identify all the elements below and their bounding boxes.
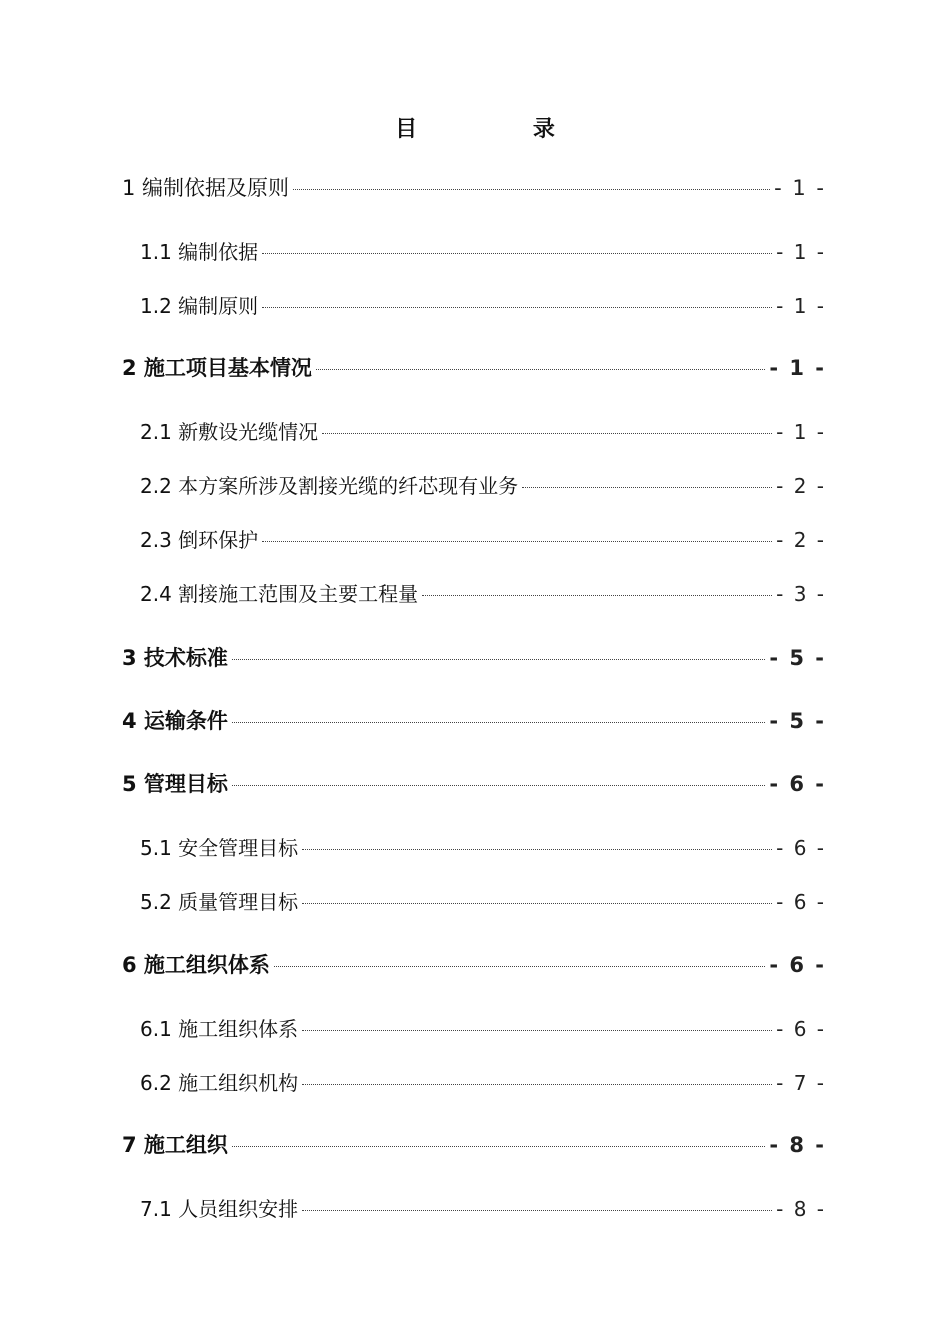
toc-entry[interactable] — [140, 290, 826, 319]
toc-entry-page-number: - 1 - — [774, 176, 826, 200]
toc-dot-leader — [262, 253, 772, 254]
toc-entry-label: 1 编制依据及原则 — [122, 176, 290, 200]
toc-dot-leader — [302, 903, 772, 904]
toc-dot-leader — [262, 541, 772, 542]
toc-entry[interactable] — [122, 642, 826, 672]
toc-entry[interactable] — [140, 1013, 826, 1042]
toc-entry[interactable] — [140, 886, 826, 915]
toc-entry-label: 1.2 编制原则 — [140, 294, 259, 318]
toc-dot-leader — [232, 1146, 765, 1147]
toc-entry-label: 5 管理目标 — [122, 772, 228, 796]
toc-entry-label: 2.3 倒环保护 — [140, 528, 259, 552]
toc-dot-leader — [422, 595, 772, 596]
toc-entry-label: 6.2 施工组织机构 — [140, 1071, 299, 1095]
toc-entry-label: 5.2 质量管理目标 — [140, 890, 299, 914]
toc-entry-page-number: - 5 - — [769, 646, 826, 670]
toc-dot-leader — [274, 966, 765, 967]
toc-entry-label: 7.1 人员组织安排 — [140, 1197, 299, 1221]
toc-dot-leader — [232, 722, 765, 723]
toc-entry[interactable] — [122, 705, 826, 735]
toc-entry-page-number: - 6 - — [769, 953, 826, 977]
toc-dot-leader — [232, 659, 765, 660]
toc-dot-leader — [522, 487, 772, 488]
toc-entry-page-number: - 6 - — [776, 1017, 826, 1041]
toc-dot-leader — [302, 849, 772, 850]
toc-entry-label: 6.1 施工组织体系 — [140, 1017, 299, 1041]
toc-entry[interactable] — [140, 832, 826, 861]
toc-entry-page-number: - 1 - — [769, 356, 826, 380]
toc-entry[interactable] — [140, 416, 826, 445]
toc-dot-leader — [232, 785, 765, 786]
toc-entry-page-number: - 8 - — [769, 1133, 826, 1157]
toc-entry[interactable] — [140, 1067, 826, 1096]
toc-entry-label: 5.1 安全管理目标 — [140, 836, 299, 860]
toc-dot-leader — [302, 1084, 772, 1085]
toc-entry-label: 3 技术标准 — [122, 646, 228, 670]
toc-entry-page-number: - 1 - — [776, 420, 826, 444]
toc-entry[interactable] — [122, 1129, 826, 1159]
toc-entry[interactable] — [122, 949, 826, 979]
toc-dot-leader — [262, 307, 772, 308]
toc-entry[interactable] — [140, 1193, 826, 1222]
toc-entry-label: 1.1 编制依据 — [140, 240, 259, 264]
toc-entry-page-number: - 1 - — [776, 240, 826, 264]
toc-entry-page-number: - 2 - — [776, 474, 826, 498]
toc-entry-page-number: - 1 - — [776, 294, 826, 318]
toc-entry[interactable] — [140, 578, 826, 607]
toc-dot-leader — [322, 433, 772, 434]
toc-entry-page-number: - 6 - — [769, 772, 826, 796]
toc-entry[interactable] — [140, 470, 826, 499]
toc-dot-leader — [316, 369, 765, 370]
toc-entry[interactable] — [140, 236, 826, 265]
toc-dot-leader — [293, 189, 770, 190]
toc-entry-label: 2.2 本方案所涉及割接光缆的纤芯现有业务 — [140, 474, 519, 498]
toc-entry-page-number: - 6 - — [776, 890, 826, 914]
toc-entry-label: 7 施工组织 — [122, 1133, 228, 1157]
toc-entry-page-number: - 5 - — [769, 709, 826, 733]
toc-entry-label: 6 施工组织体系 — [122, 953, 270, 977]
toc-entry-page-number: - 2 - — [776, 528, 826, 552]
toc-dot-leader — [302, 1210, 772, 1211]
toc-dot-leader — [302, 1030, 772, 1031]
toc-entry[interactable] — [122, 768, 826, 798]
toc-entry-page-number: - 7 - — [776, 1071, 826, 1095]
toc-entry[interactable] — [140, 524, 826, 553]
toc-entry-page-number: - 3 - — [776, 582, 826, 606]
toc-entry-label: 2.1 新敷设光缆情况 — [140, 420, 319, 444]
toc-entry[interactable] — [122, 352, 826, 382]
page-title: 目 录 — [395, 117, 609, 142]
toc-entry-label: 4 运输条件 — [122, 709, 228, 733]
toc-entry-page-number: - 6 - — [776, 836, 826, 860]
toc-entry[interactable] — [122, 172, 826, 202]
toc-entry-label: 2 施工项目基本情况 — [122, 356, 312, 380]
toc-entry-label: 2.4 割接施工范围及主要工程量 — [140, 582, 419, 606]
toc-entry-page-number: - 8 - — [776, 1197, 826, 1221]
